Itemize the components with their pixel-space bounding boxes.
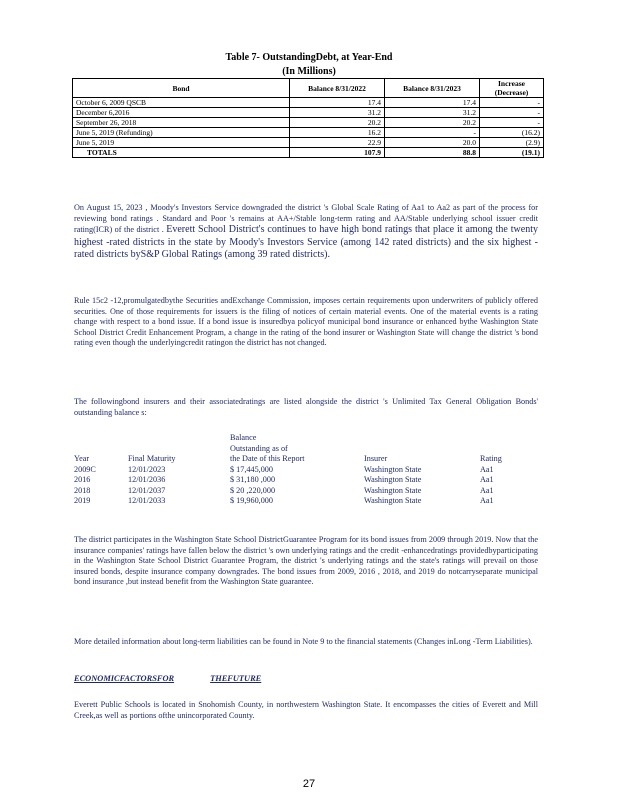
bond-cell: September 26, 2018: [73, 118, 290, 128]
moodys-paragraph: [74, 203, 538, 262]
rating-cell: Aa1: [480, 475, 494, 484]
balance-2022-cell: 16.2: [290, 128, 385, 138]
maturity-header: Final Maturity: [128, 454, 176, 463]
balance-2022-cell: 17.4: [290, 98, 385, 108]
more-info-paragraph: More detailed information about long-term liabilities can be found in Note 9 to the financial statements (Changes inLong -Term Liabilities).: [74, 637, 533, 646]
table-subtitle: (In Millions): [282, 66, 336, 77]
balance-cell: $ 31,180 ,000: [230, 475, 276, 484]
header-balance-2023: Balance 8/31/2023: [385, 79, 480, 98]
maturity-cell: 12/01/2036: [128, 475, 166, 484]
change-cell: -: [480, 108, 544, 118]
maturity-cell: 12/01/2033: [128, 496, 166, 505]
balance-cell: $ 17,445,000: [230, 464, 273, 474]
bond-cell: October 6, 2009 QSCB: [73, 98, 290, 108]
balance-2023-cell: 17.4: [385, 98, 480, 108]
balance-2022-cell: 31.2: [290, 108, 385, 118]
following-paragraph: The followingbond insurers and their associatedratings are listed alongside the district 's Unlimited Tax General Obligation Bonds' outstanding balance s:: [74, 397, 538, 417]
balance-2023-cell: -: [385, 128, 480, 138]
insurer-cell: Washington State: [364, 464, 422, 474]
moodys-text-large: Everett School District's continues to have high bond ratings that place it among the twenty highest -rated districts in the state by Moody's Investors Service (among 142 rated districts) and the six highest -rated districts byS&P Global Ratings (among 39 rated districts).: [74, 224, 538, 260]
balance-header-line3: the Date of this Report: [230, 454, 305, 463]
insurer-cell: Washington State: [364, 475, 422, 484]
table-row: [74, 486, 538, 497]
table-title: Table 7- OutstandingDebt, at Year-End: [225, 52, 393, 63]
year-header: Year: [74, 454, 90, 463]
heading-left: ECONOMICFACTORSFOR: [74, 674, 175, 683]
change-cell: (2.9): [480, 138, 544, 148]
totals-label: TOTALS: [73, 148, 290, 158]
balance-2022-cell: 22.9: [290, 138, 385, 148]
everett-paragraph: Everett Public Schools is located in Snohomish County, in northwestern Washington State. It encompasses the cities of Everett and Mill Creek,as well as portions ofthe unincorporated County.: [74, 700, 538, 720]
table-row: [73, 118, 544, 128]
table-row: [73, 108, 544, 118]
balance-2023-cell: 20.2: [385, 118, 480, 128]
table-row: [73, 98, 544, 108]
bond-cell: June 5, 2019 (Refunding): [73, 128, 290, 138]
totals-2022: 107.9: [290, 148, 385, 158]
page-number: 27: [302, 778, 316, 790]
bond-cell: December 6,2016: [73, 108, 290, 118]
change-cell: (16.2): [480, 128, 544, 138]
insurer-cell: Washington State: [364, 496, 422, 505]
header-balance-2022: Balance 8/31/2022: [290, 79, 385, 98]
rating-cell: Aa1: [480, 485, 494, 495]
insurer-cell: Washington State: [364, 485, 422, 495]
totals-row: [73, 148, 544, 158]
insurer-header: Insurer: [364, 454, 388, 463]
rating-header: Rating: [480, 454, 502, 463]
insurers-table: [74, 433, 538, 507]
table-row: [74, 475, 538, 486]
rule-paragraph: Rule 15c2 -12,promulgatedbythe Securities andExchange Commission, imposes certain requirements upon underwriters of publicly offered securities. One of those requirements for issuers is the filing of notices of certain material events. One of the material events is a rating change with respect to a bond issue. If a bond issue is insuredbya policyof municipal bond insurance or enhanced bythe Washington State School District Credit Enhancement Program, a change in the rating of the bond insurer or Washington State will change the district 's bond rating even though the underlyingcredit ratingon the district has not changed.: [74, 296, 538, 347]
totals-change: (19.1): [480, 148, 544, 158]
change-cell: -: [480, 98, 544, 108]
change-cell: -: [480, 118, 544, 128]
program-paragraph: The district participates in the Washington State School DistrictGuarantee Program for its bond issues from 2009 through 2019. Now that the insurance companies' ratings have fallen below the district 's own underlying ratings and the credit -enhancedratings providedbyparticipating in the Washington State School District Guarantee Program, the district 's underlying ratings and the state's ratings will prevail on those insured bonds, despite insurance company downgrades. The bond issues from 2009, 2016 , 2018, and 2019 do notcarryseparate municipal bond insurance ,but instead benefit from the Washington State guarantee.: [74, 535, 538, 586]
header-change: Increase (Decrease): [480, 79, 544, 98]
year-cell: 2009C: [74, 464, 96, 474]
table-row: [73, 138, 544, 148]
year-cell: 2016: [74, 475, 91, 484]
year-cell: 2018: [74, 485, 91, 495]
balance-cell: $ 20 ,220,000: [230, 485, 276, 495]
rating-cell: Aa1: [480, 464, 494, 474]
balance-header-line1: Balance: [230, 433, 257, 442]
totals-2023: 88.8: [385, 148, 480, 158]
maturity-cell: 12/01/2023: [128, 464, 166, 474]
moodys-text-small: On August 15, 2023 , Moody's Investors Service downgraded the district 's Global Scale Rating of Aa1 to Aa2 as part of the process for reviewing bond ratings . Standard and Poor 's remains at AA+/Stable long-term rating and AA/Stable underlying school issuer credit rating(ICR) of the district .: [74, 203, 538, 234]
year-cell: 2019: [74, 496, 91, 505]
table-row: [74, 465, 538, 476]
balance-cell: $ 19,960,000: [230, 496, 273, 505]
table-row: [73, 128, 544, 138]
rating-cell: Aa1: [480, 496, 494, 505]
balance-2022-cell: 20.2: [290, 118, 385, 128]
table-row: [74, 496, 538, 507]
balance-header-line2: Outstanding as of: [230, 443, 288, 453]
header-bond: Bond: [73, 79, 290, 98]
balance-2023-cell: 31.2: [385, 108, 480, 118]
economic-factors-heading: [74, 674, 261, 683]
heading-right: THEFUTURE: [210, 674, 262, 683]
balance-2023-cell: 20.0: [385, 138, 480, 148]
maturity-cell: 12/01/2037: [128, 485, 166, 495]
outstanding-debt-table: [72, 78, 544, 158]
bond-cell: June 5, 2019: [73, 138, 290, 148]
